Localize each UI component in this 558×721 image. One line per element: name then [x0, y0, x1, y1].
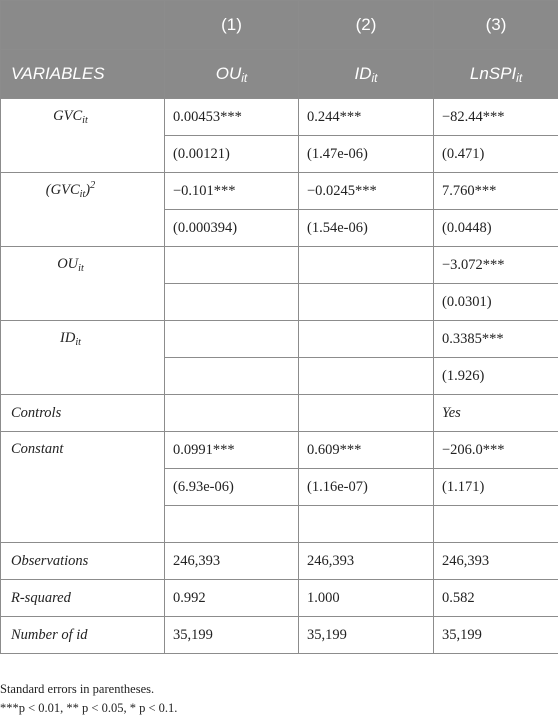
cell-constant-se-1: (6.93e-06)	[165, 469, 299, 506]
cell-gvcsq-se-3: (0.0448)	[434, 210, 558, 247]
cell-controls-1	[165, 395, 299, 432]
cell-id-coef-2	[299, 321, 434, 358]
cell-gvcsq-coef-1: −0.101***	[165, 173, 299, 210]
row-label-controls: Controls	[1, 395, 165, 432]
col-var-id: $ID_{it}$	[299, 50, 434, 99]
row-label-number-of-id: Number of id	[1, 617, 165, 654]
cell-gvc-coef-3: −82.44***	[434, 99, 558, 136]
cell-observations-2: 246,393	[299, 543, 434, 580]
table-row	[1, 543, 558, 580]
cell-number-id-1: 35,199	[165, 617, 299, 654]
row-label-constant: Constant	[1, 432, 165, 543]
table-row	[1, 432, 558, 469]
cell-gvcsq-coef-2: −0.0245***	[299, 173, 434, 210]
table-row	[1, 173, 558, 210]
row-label-gvc: $GVC_{it}$	[1, 99, 165, 173]
header-corner	[1, 1, 165, 50]
cell-observations-3: 246,393	[434, 543, 558, 580]
cell-rsquared-1: 0.992	[165, 580, 299, 617]
cell-observations-1: 246,393	[165, 543, 299, 580]
cell-constant-se-3: (1.171)	[434, 469, 558, 506]
table-row	[1, 247, 558, 284]
cell-ou-se-1	[165, 284, 299, 321]
row-label-id: $ID_{it}$	[1, 321, 165, 395]
cell-id-coef-1	[165, 321, 299, 358]
blank-cell	[299, 506, 434, 543]
col-var-ou: $OU_{it}$	[165, 50, 299, 99]
col-var-lnspi: LnSPI$_{it}$	[434, 50, 558, 99]
table-row	[1, 395, 558, 432]
cell-number-id-2: 35,199	[299, 617, 434, 654]
variables-label: VARIABLES	[1, 50, 165, 99]
cell-number-id-3: 35,199	[434, 617, 558, 654]
cell-gvc-se-3: (0.471)	[434, 136, 558, 173]
cell-gvc-coef-1: 0.00453***	[165, 99, 299, 136]
col-number-2: (2)	[299, 1, 434, 50]
row-label-gvc-squared: $(GVC_{it})^2$	[1, 173, 165, 247]
cell-constant-se-2: (1.16e-07)	[299, 469, 434, 506]
table-row	[1, 617, 558, 654]
header-row-numbers	[1, 1, 558, 50]
table-footnotes	[0, 680, 177, 718]
cell-ou-se-3: (0.0301)	[434, 284, 558, 321]
header-row-variables	[1, 50, 558, 99]
cell-ou-coef-1	[165, 247, 299, 284]
cell-gvc-coef-2: 0.244***	[299, 99, 434, 136]
cell-constant-coef-2: 0.609***	[299, 432, 434, 469]
cell-ou-se-2	[299, 284, 434, 321]
cell-constant-coef-1: 0.0991***	[165, 432, 299, 469]
cell-gvc-se-1: (0.00121)	[165, 136, 299, 173]
cell-gvcsq-coef-3: 7.760***	[434, 173, 558, 210]
cell-ou-coef-3: −3.072***	[434, 247, 558, 284]
blank-cell	[165, 506, 299, 543]
cell-constant-coef-3: −206.0***	[434, 432, 558, 469]
col-number-3: (3)	[434, 1, 558, 50]
cell-id-se-2	[299, 358, 434, 395]
cell-id-se-3: (1.926)	[434, 358, 558, 395]
cell-gvc-se-2: (1.47e-06)	[299, 136, 434, 173]
cell-id-coef-3: 0.3385***	[434, 321, 558, 358]
footnote-significance: ***p < 0.01, ** p < 0.05, * p < 0.1.	[0, 701, 178, 715]
table-row	[1, 321, 558, 358]
cell-gvcsq-se-2: (1.54e-06)	[299, 210, 434, 247]
row-label-rsquared: R-squared	[1, 580, 165, 617]
table-row	[1, 99, 558, 136]
row-label-ou: $OU_{it}$	[1, 247, 165, 321]
blank-cell	[434, 506, 558, 543]
col-number-1: (1)	[165, 1, 299, 50]
footnote-standard-errors: Standard errors in parentheses.	[0, 682, 155, 696]
cell-gvcsq-se-1: (0.000394)	[165, 210, 299, 247]
cell-controls-3: Yes	[434, 395, 558, 432]
row-label-observations: Observations	[1, 543, 165, 580]
cell-rsquared-3: 0.582	[434, 580, 558, 617]
table-row	[1, 580, 558, 617]
cell-ou-coef-2	[299, 247, 434, 284]
cell-controls-2	[299, 395, 434, 432]
cell-rsquared-2: 1.000	[299, 580, 434, 617]
cell-id-se-1	[165, 358, 299, 395]
